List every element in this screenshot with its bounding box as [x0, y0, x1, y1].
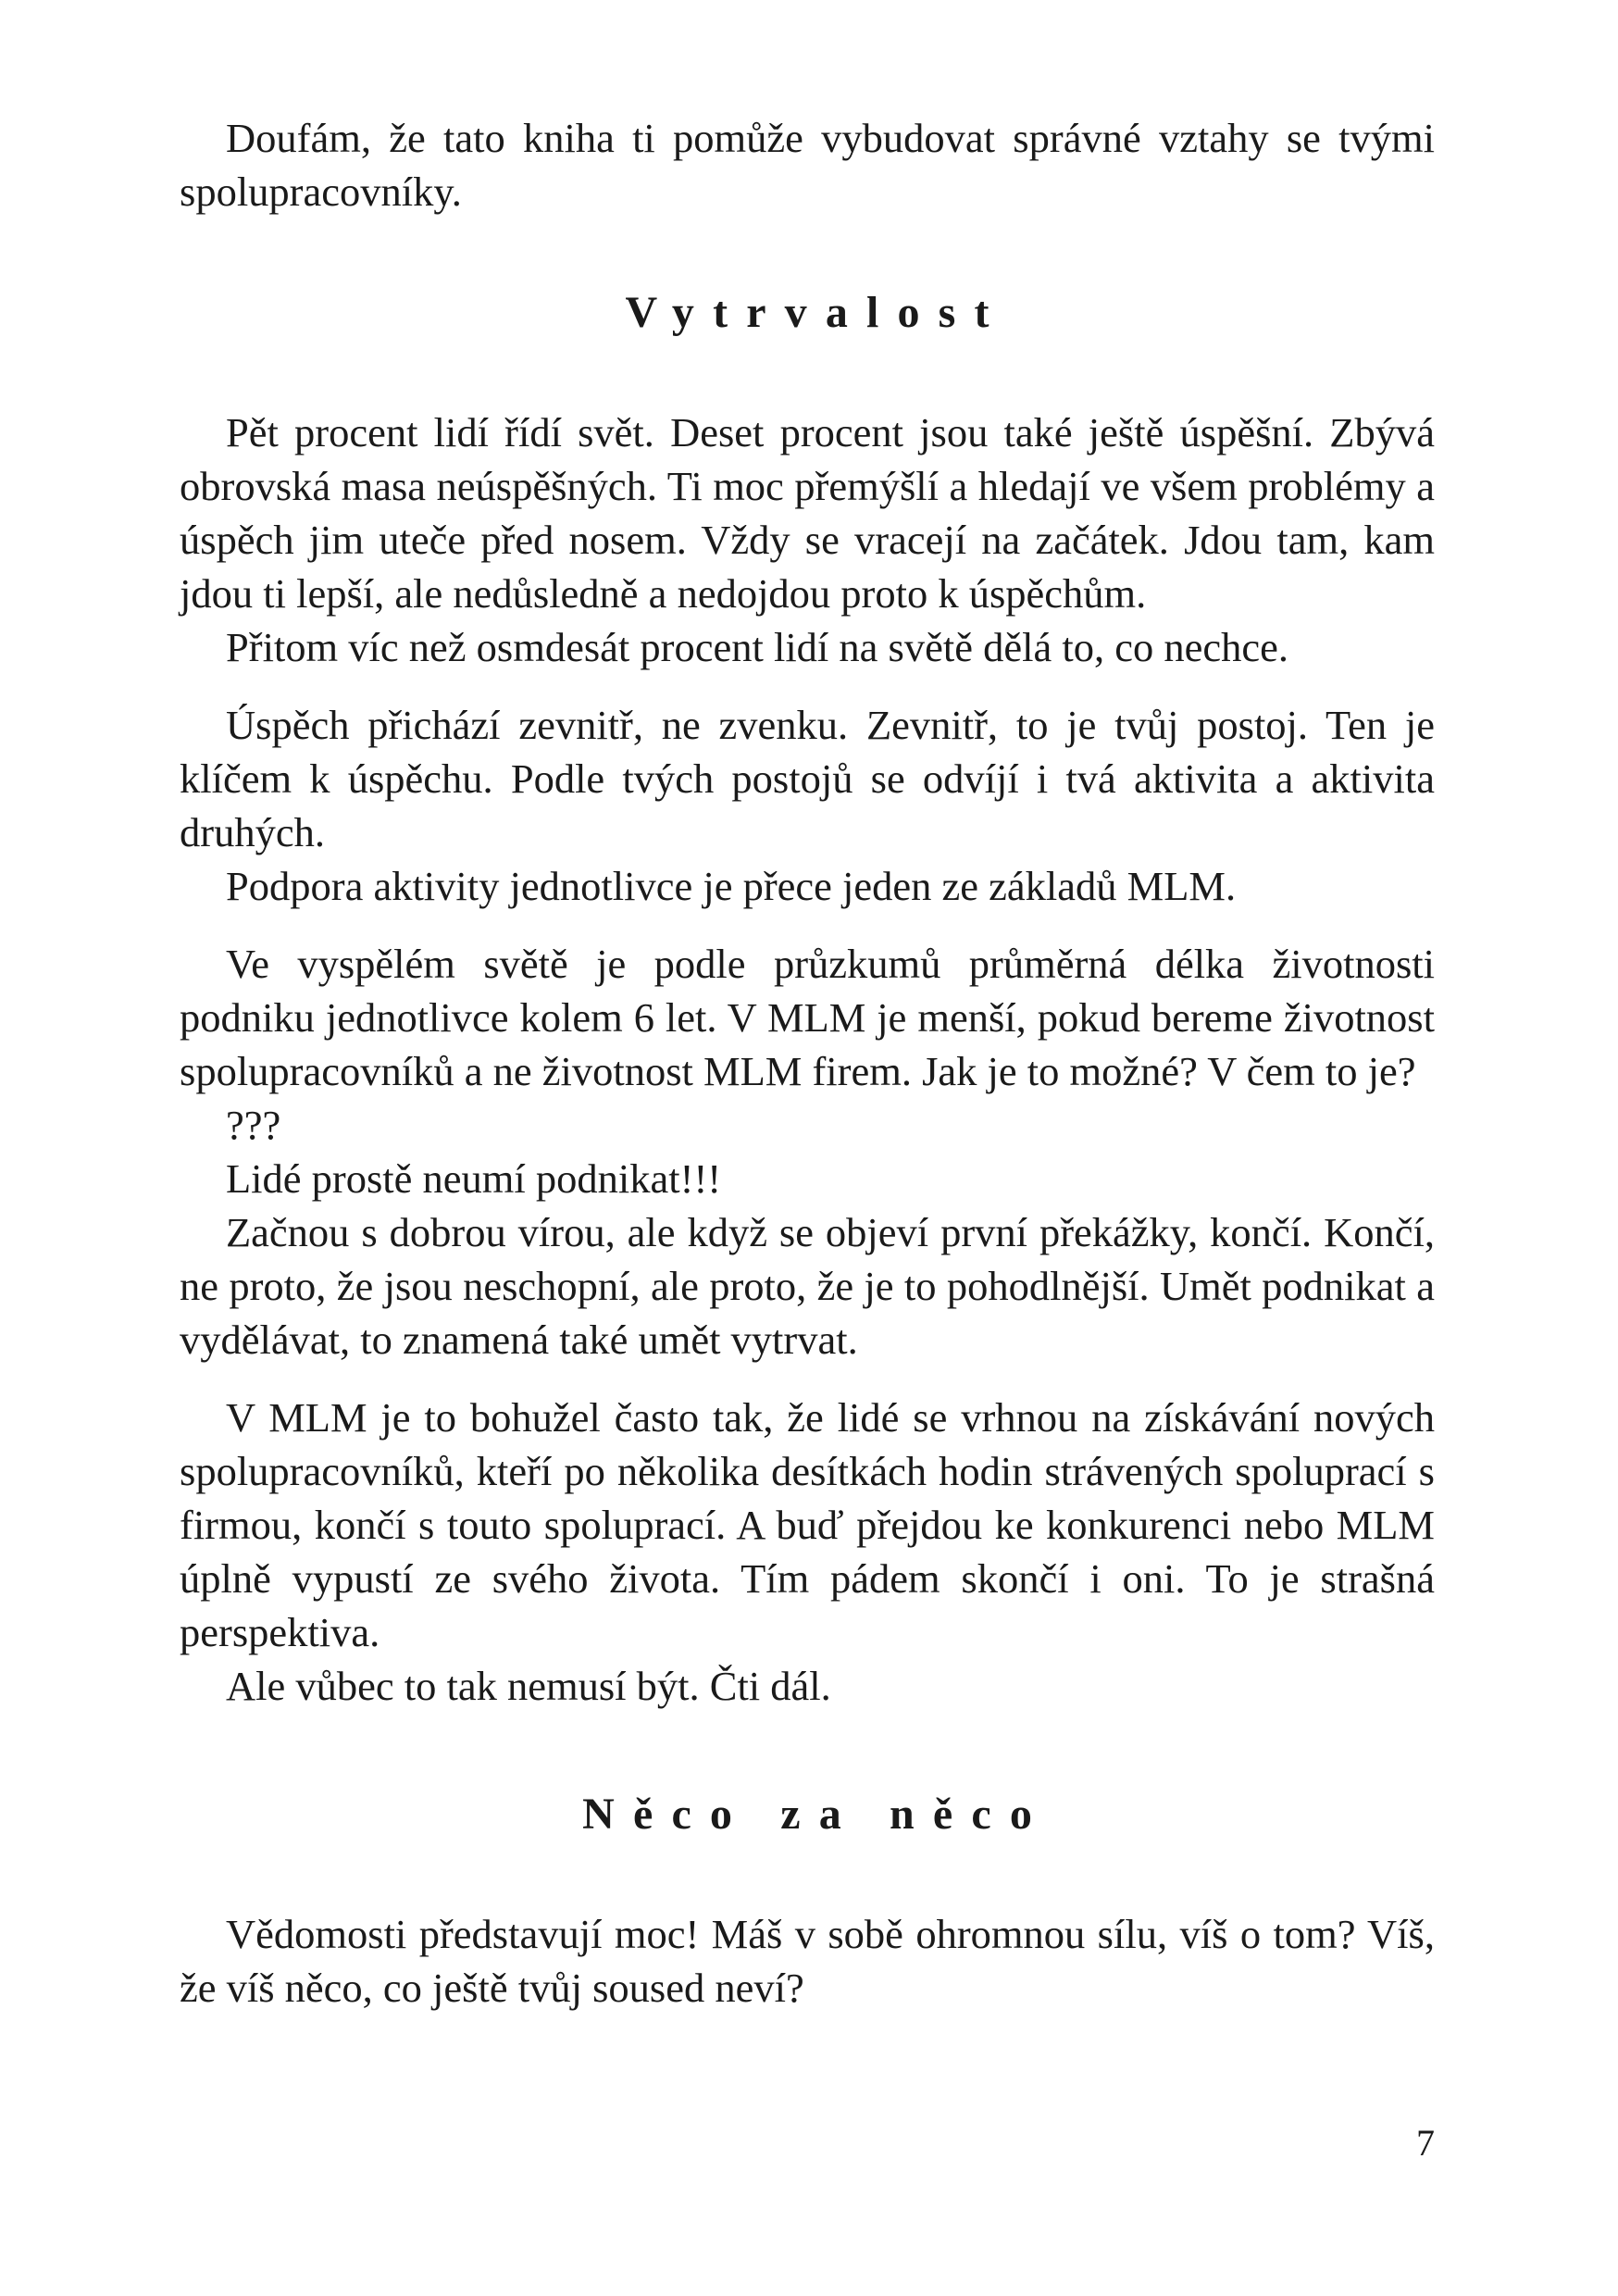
- intro-paragraph: Doufám, že tato kniha ti pomůže vybudovat správné vztahy se tvými spolupracovníky.: [180, 115, 1435, 215]
- paragraph-s1-3: Úspěch přichází zevnitř, ne zvenku. Zevnitř, to je tvůj postoj. Ten je klíčem k úspěchu. Podle tvých postojů se odvíjí i tvá aktivita a aktivita druhých.: [180, 702, 1435, 855]
- section-heading-neco-za-neco: Něco za něco: [582, 1790, 1051, 1839]
- paragraph-s1-10: Ale vůbec to tak nemusí být. Čti dál.: [226, 1663, 831, 1709]
- paragraph-s1-4: Podpora aktivity jednotlivce je přece jeden ze základů MLM.: [226, 863, 1237, 909]
- page-content: [180, 111, 1435, 2015]
- section-heading-vytrvalost: Vytrvalost: [625, 288, 1008, 337]
- paragraph-s1-6: ???: [226, 1102, 281, 1148]
- page-number: 7: [1416, 2122, 1435, 2164]
- paragraph-s1-1: Pět procent lidí řídí svět. Deset procent jsou také ještě úspěšní. Zbývá obrovská masa neúspěšných. Ti moc přemýšlí a hledají ve všem problémy a úspěch jim uteče před nosem. Vždy se vracejí na začátek. Jdou tam, kam jdou ti lepší, ale nedůsledně a nedojdou proto k úspěchům.: [180, 409, 1435, 617]
- paragraph-s1-9: V MLM je to bohužel často tak, že lidé se vrhnou na získávání nových spolupracovníků, kteří po několika desítkách hodin strávených spoluprací s firmou, končí s touto spoluprací. A buď přejdou ke konkurenci nebo MLM úplně vypustí ze svého života. Tím pádem skončí i oni. To je strašná perspektiva.: [180, 1394, 1435, 1655]
- paragraph-s1-8: Začnou s dobrou vírou, ale když se objeví první překážky, končí. Končí, ne proto, že jsou neschopní, ale proto, že je to pohodlnější. Umět podnikat a vydělávat, to znamená také umět vytrvat.: [180, 1209, 1435, 1363]
- paragraph-s2-1: Vědomosti představují moc! Máš v sobě ohromnou sílu, víš o tom? Víš, že víš něco, co ještě tvůj soused neví?: [180, 1911, 1435, 2011]
- paragraph-s1-2: Přitom víc než osmdesát procent lidí na světě dělá to, co nechce.: [226, 624, 1288, 670]
- paragraph-s1-5: Ve vyspělém světě je podle průzkumů průměrná délka životnosti podniku jednotlivce kolem 6 let. V MLM je menší, pokud bereme životnost spolupracovníků a ne životnost MLM firem. Jak je to možné? V čem to je?: [180, 941, 1435, 1094]
- paragraph-s1-7: Lidé prostě neumí podnikat!!!: [226, 1155, 722, 1202]
